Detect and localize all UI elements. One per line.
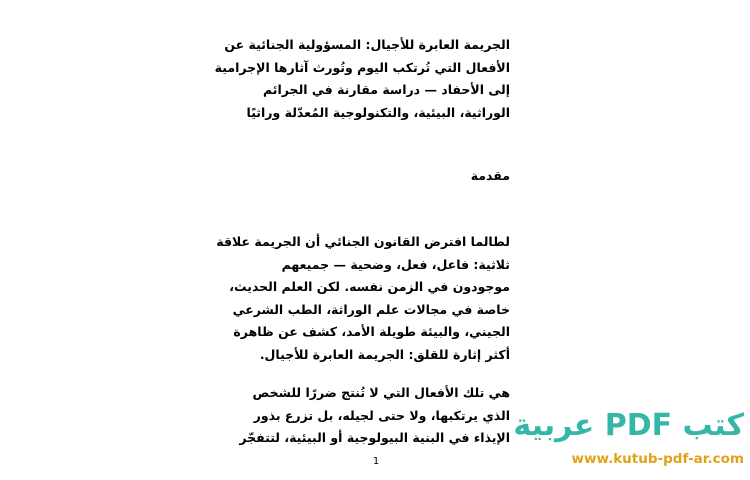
page-number: 1 xyxy=(372,456,380,467)
watermark-title: كتب PDF عربية xyxy=(513,408,744,443)
paragraph-line: ثلاثية: فاعل، فعل، وضحية — جميعهم xyxy=(281,256,510,272)
paragraph-line: موجودون في الزمن نفسه. لكن العلم الحديث، xyxy=(229,279,510,294)
document-title xyxy=(214,34,510,124)
paragraph-2 xyxy=(240,382,510,450)
section-heading: مقدمة xyxy=(470,168,510,183)
title-line: إلى الأحفاد — دراسة مقارنة في الجرائم xyxy=(263,82,510,97)
paragraph-1 xyxy=(216,231,510,366)
paragraph-line: خاصة في مجالات علم الوراثة، الطب الشرعي xyxy=(232,301,510,317)
watermark-logo xyxy=(513,408,748,476)
paragraph-line: أكثر إثارة للقلق: الجريمة العابرة للأجيال. xyxy=(259,346,510,362)
paragraph-line: الذي يرتكبها، ولا حتى لجيله، بل تزرع بذور xyxy=(253,407,510,423)
title-line: الجريمة العابرة للأجيال: المسؤولية الجنائية عن xyxy=(224,37,510,52)
title-line: الوراثية، البيئية، والتكنولوجية المُعدّلة وراثيًا xyxy=(246,104,510,120)
watermark-url: www.kutub-pdf-ar.com xyxy=(571,451,744,467)
paragraph-line: الجيني، والبيئة طويلة الأمد، كشف عن ظاهرة xyxy=(233,324,510,339)
paragraph-line: لطالما افترض القانون الجنائي أن الجريمة علاقة xyxy=(216,234,510,249)
title-line: الأفعال التي تُرتكب اليوم وتُورث آثارها الإجرامية xyxy=(214,59,510,75)
paragraph-line: الإيذاء في البنية البيولوجية أو البيئية، لتتفجّر xyxy=(239,430,510,445)
paragraph-line: هي تلك الأفعال التي لا تُنتج ضررًا للشخص xyxy=(252,385,510,400)
